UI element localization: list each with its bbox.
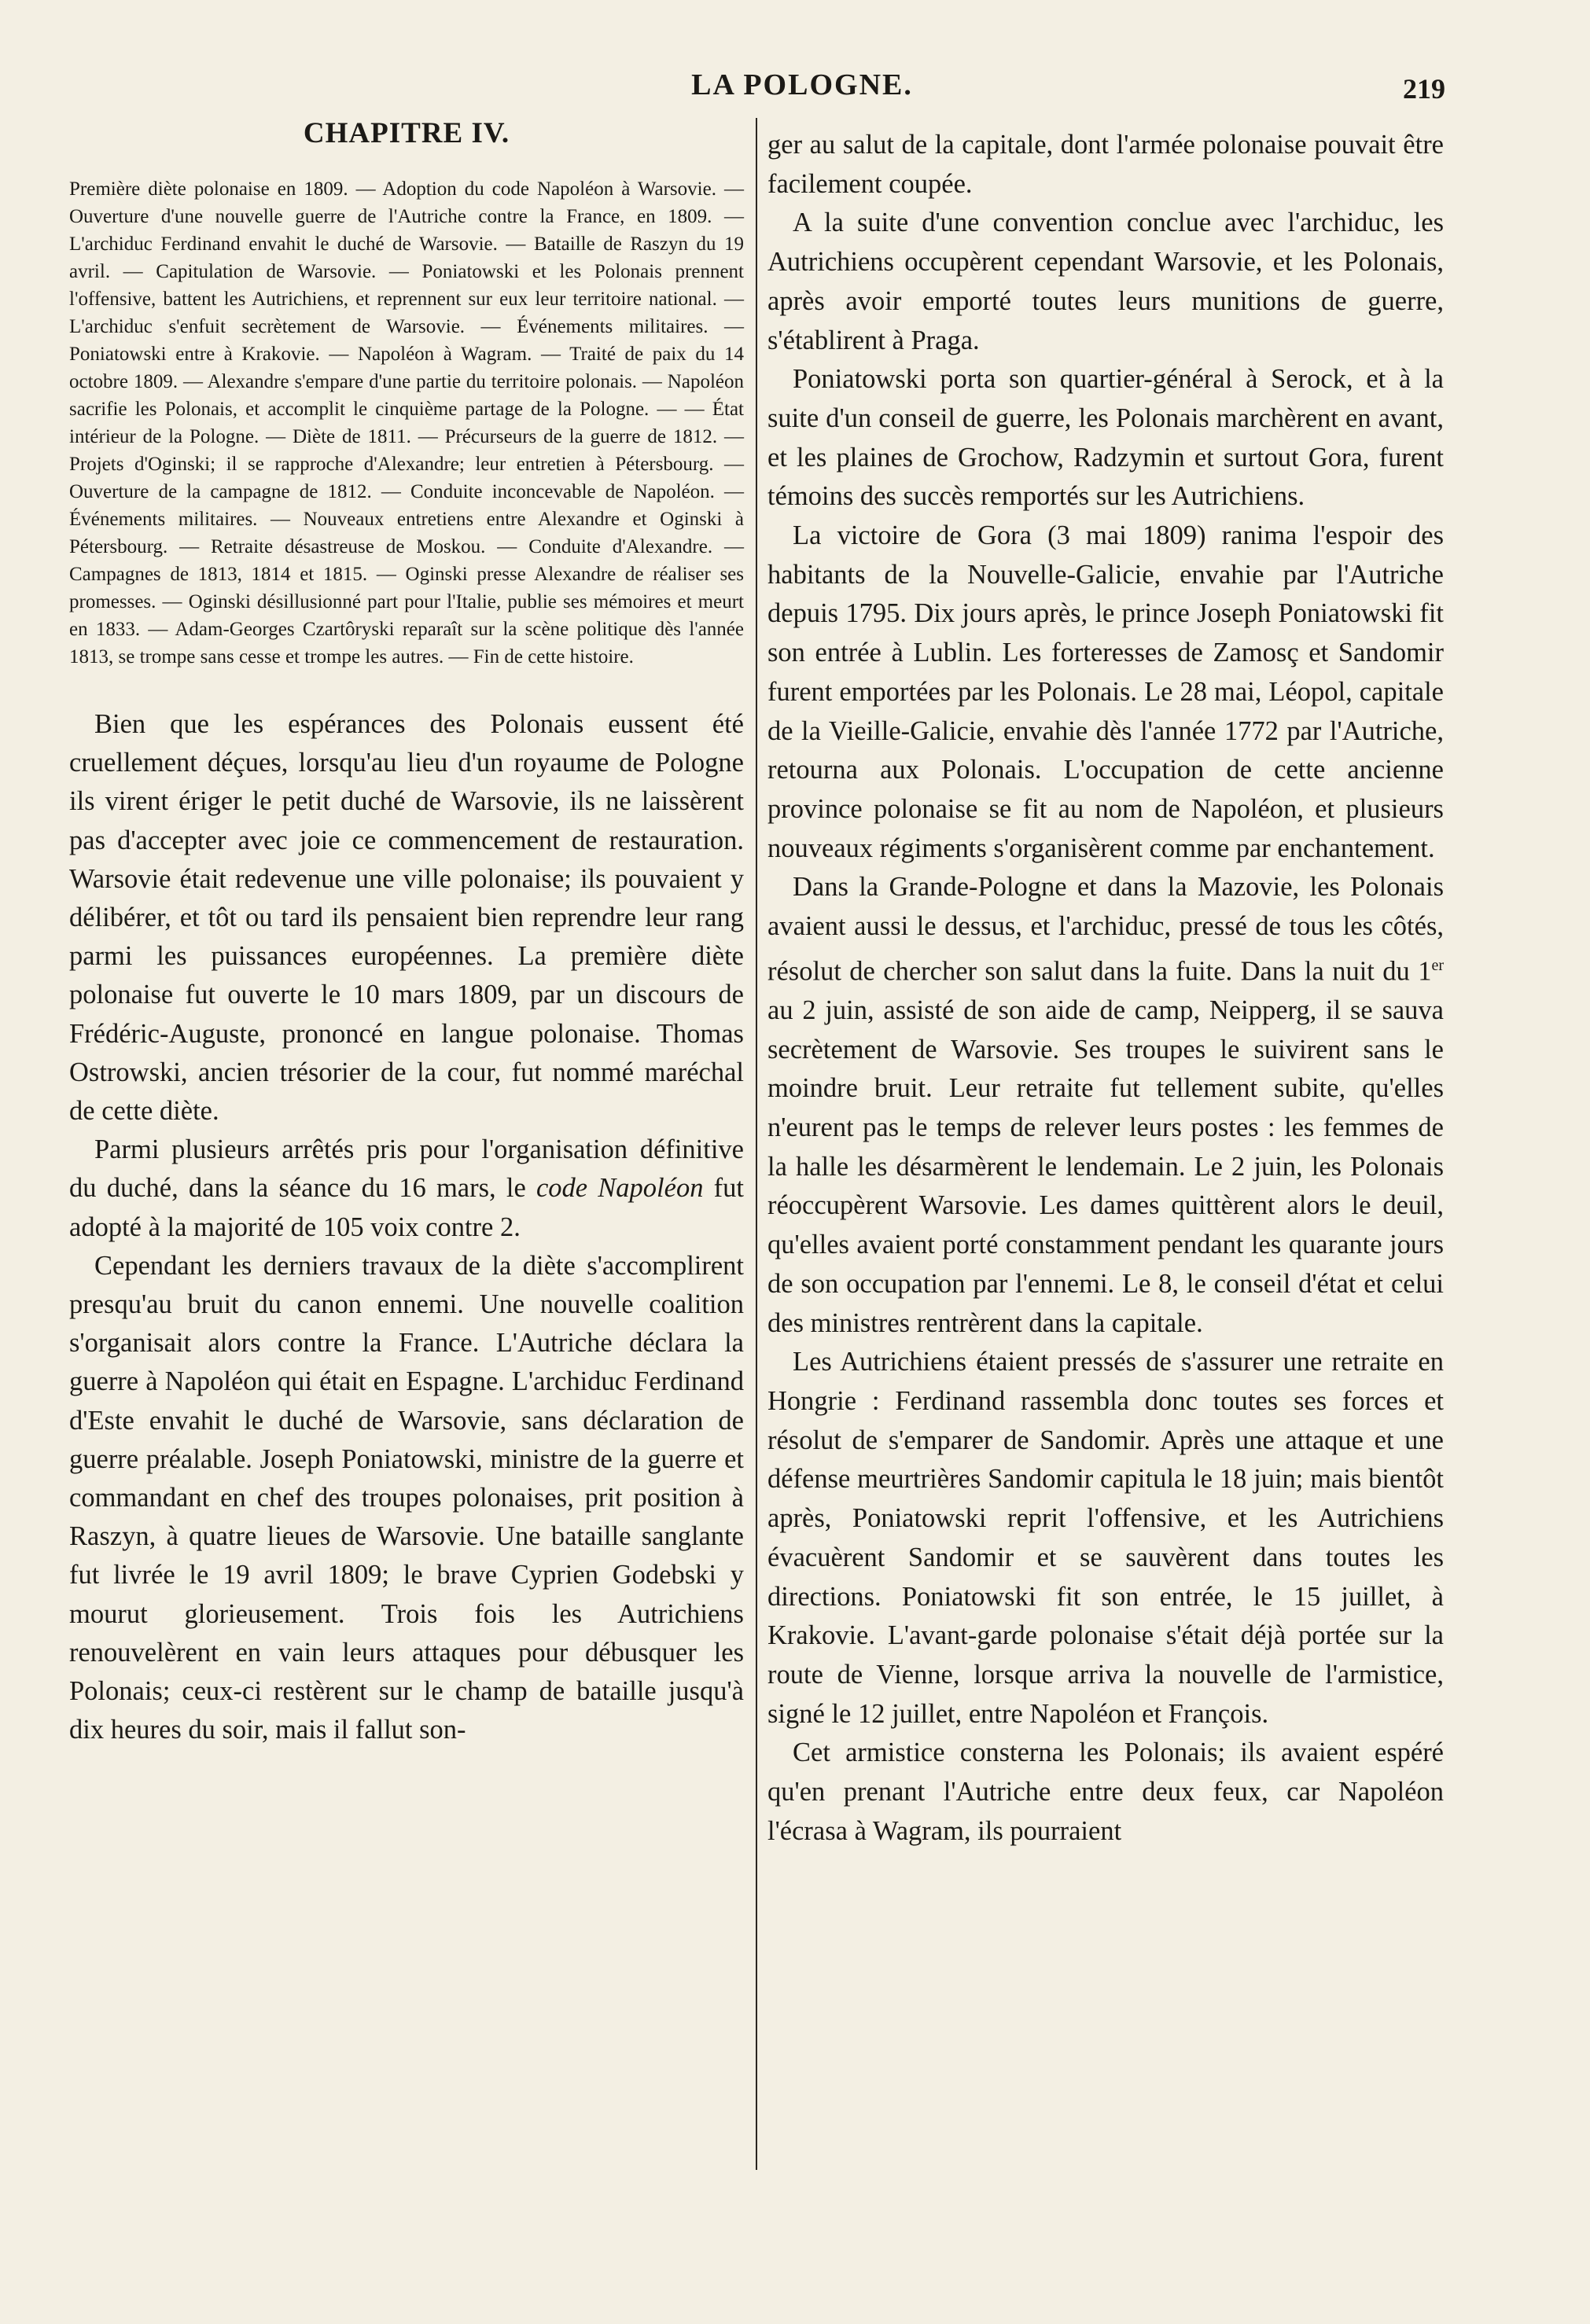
paragraph xyxy=(69,1131,744,1247)
paragraph xyxy=(767,868,1444,1343)
page-number: 219 xyxy=(1403,73,1445,105)
text-run: au 2 juin, assisté de son aide de camp, Neipperg, il se sauva secrètement de Warsovie. Ses troupes le suivirent sans le moindre bruit. Leur retraite fut tellement subite, qu'elles n'eurent pas le temps de relever leurs postes : les femmes de la halle les désarmèrent le lendemain. Le 2 juin, les Polonais réoccupèrent Warsovie. Les dames quittèrent alors le deuil, qu'elles avaient porté constamment pendant les quarante jours de son occupation par l'ennemi. Le 8, le conseil d'état et celui des ministres rentrèrent dans la capitale. xyxy=(767,995,1444,1338)
paragraph: Cet armistice consterna les Polonais; ils avaient espéré qu'en prenant l'Autriche entre deux feux, car Napoléon l'écrasa à Wagram, ils pourraient xyxy=(767,1737,1444,1846)
chapter-summary: Première diète polonaise en 1809. — Adoption du code Napoléon à Warsovie. — Ouverture d'une nouvelle guerre de l'Autriche contre la France, en 1809. — L'archiduc Ferdinand envahit le duché de Warsovie. — Bataille de Raszyn du 19 avril. — Capitulation de Warsovie. — Poniatowski et les Polonais prennent l'offensive, battent les Autrichiens, et reprennent sur eux leur territoire national. — L'archiduc s'enfuit secrètement de Warsovie. — Événements militaires. — Poniatowski entre à Krakovie. — Napoléon à Wagram. — Traité de paix du 14 octobre 1809. — Alexandre s'empare d'une partie du territoire polonais. — Napoléon sacrifie les Polonais, et accomplit le cinquième partage de la Pologne. — — État intérieur de la Pologne. — Diète de 1811. — Précurseurs de la guerre de 1812. — Projets d'Oginski; il se rapproche d'Alexandre; leur entretien à Pétersbourg. — Ouverture de la campagne de 1812. — Conduite inconcevable de Napoléon. — Événements militaires. — Nouveaux entretiens entre Alexandre et Oginski à Pétersbourg. — Retraite désastreuse de Moskou. — Conduite d'Alexandre. — Campagnes de 1813, 1814 et 1815. — Oginski presse Alexandre de réaliser ses promesses. — Oginski désillusionné part pour l'Italie, publie ses mémoires et meurt en 1833. — Adam-Georges Czartôryski reparaît sur la scène politique dès l'année 1813, se trompe sans cesse et trompe les autres. — Fin de cette histoire. xyxy=(69,178,744,667)
text-run: Parmi plusieurs arrêtés pris pour l'organisation définitive du duché, dans la séance du 16 mars, le xyxy=(69,1134,744,1204)
paragraph: Bien que les espérances des Polonais eussent été cruellement déçues, lorsqu'au lieu d'un royaume de Pologne ils virent ériger le petit duché de Warsovie, ils ne laissèrent pas d'accepter avec joie ce commencement de restauration. Warsovie était redevenue une ville polonaise; ils pouvaient y délibérer, et tôt ou tard ils pensaient bien reprendre leur rang parmi les puissances européennes. La première diète polonaise fut ouverte le 10 mars 1809, par un discours de Frédéric-Auguste, prononcé en langue polonaise. Thomas Ostrowski, ancien trésorier de la cour, fut nommé maréchal de cette diète. xyxy=(69,709,744,1127)
paragraph: A la suite d'une convention conclue avec l'archiduc, les Autrichiens occupèrent cependant Warsovie, et les Polonais, après avoir emporté toutes leurs munitions de guerre, s'établirent à Praga. xyxy=(767,208,1444,355)
paragraph: Poniatowski porta son quartier-général à Serock, et à la suite d'un conseil de guerre, les Polonais marchèrent en avant, et les plaines de Grochow, Radzymin et surtout Gora, furent témoins des succès remportés sur les Autrichiens. xyxy=(767,364,1444,512)
column-divider xyxy=(756,118,757,2170)
left-column xyxy=(69,116,744,1749)
paragraph: ger au salut de la capitale, dont l'armée polonaise pouvait être facilement coupée. xyxy=(767,130,1444,199)
paragraph: Les Autrichiens étaient pressés de s'assurer une retraite en Hongrie : Ferdinand rassembla donc toutes ses forces et résolut de s'emparer de Sandomir. Après une attaque et une défense meurtrières Sandomir capitula le 18 juin; mais bientôt après, Poniatowski reprit l'offensive, et les Autrichiens évacuèrent Sandomir et se sauvèrent dans toutes les directions. Poniatowski fit son entrée, le 15 juillet, à Krakovie. L'avant-garde polonaise s'était déjà portée sur la route de Vienne, lorsque arriva la nouvelle de l'armistice, signé le 12 juillet, entre Napoléon et François. xyxy=(767,1347,1444,1729)
running-title: LA POLOGNE. xyxy=(691,68,913,101)
paragraph: La victoire de Gora (3 mai 1809) ranima l'espoir des habitants de la Nouvelle-Galicie, envahie par l'Autriche depuis 1795. Dix jours après, le prince Joseph Poniatowski fit son entrée à Lublin. Les forteresses de Zamosç et Sandomir furent emportées par les Polonais. Le 28 mai, Léopol, capitale de la Vieille-Galicie, envahie dès l'année 1772 par l'Autriche, retourna aux Polonais. L'occupation de cette ancienne province polonaise se fit au nom de Napoléon, et plusieurs nouveaux régiments s'organisèrent comme par enchantement. xyxy=(767,520,1444,863)
paragraph: Cependant les derniers travaux de la diète s'accomplirent presqu'au bruit du canon ennemi. Une nouvelle coalition s'organisait alors contre la France. L'Autriche déclara la guerre à Napoléon qui était en Espagne. L'archiduc Ferdinand d'Este envahit le duché de Warsovie, sans déclaration de guerre préalable. Joseph Poniatowski, ministre de la guerre et commandant en chef des troupes polonaises, prit position à Raszyn, à quatre lieues de Warsovie. Une bataille sanglante fut livrée le 19 avril 1809; le brave Cyprien Godebski y mourut glorieusement. Trois fois les Autrichiens renouvelèrent en vain leurs attaques pour débusquer les Polonais; ceux-ci restèrent sur le champ de bataille jusqu'à dix heures du soir, mais il fallut son- xyxy=(69,1250,744,1745)
right-column xyxy=(767,126,1444,1851)
text-run: Dans la Grande-Pologne et dans la Mazovie, les Polonais avaient aussi le dessus, et l'archiduc, pressé de tous les côtés, résolut de chercher son salut dans la fuite. Dans la nuit du 1 xyxy=(767,872,1444,987)
text-run: fut adopté à la majorité de 105 voix contre 2. xyxy=(69,1173,744,1242)
chapter-title: CHAPITRE IV. xyxy=(303,117,510,149)
superscript: er xyxy=(1431,956,1444,974)
italic-title: code Napoléon xyxy=(536,1173,704,1204)
